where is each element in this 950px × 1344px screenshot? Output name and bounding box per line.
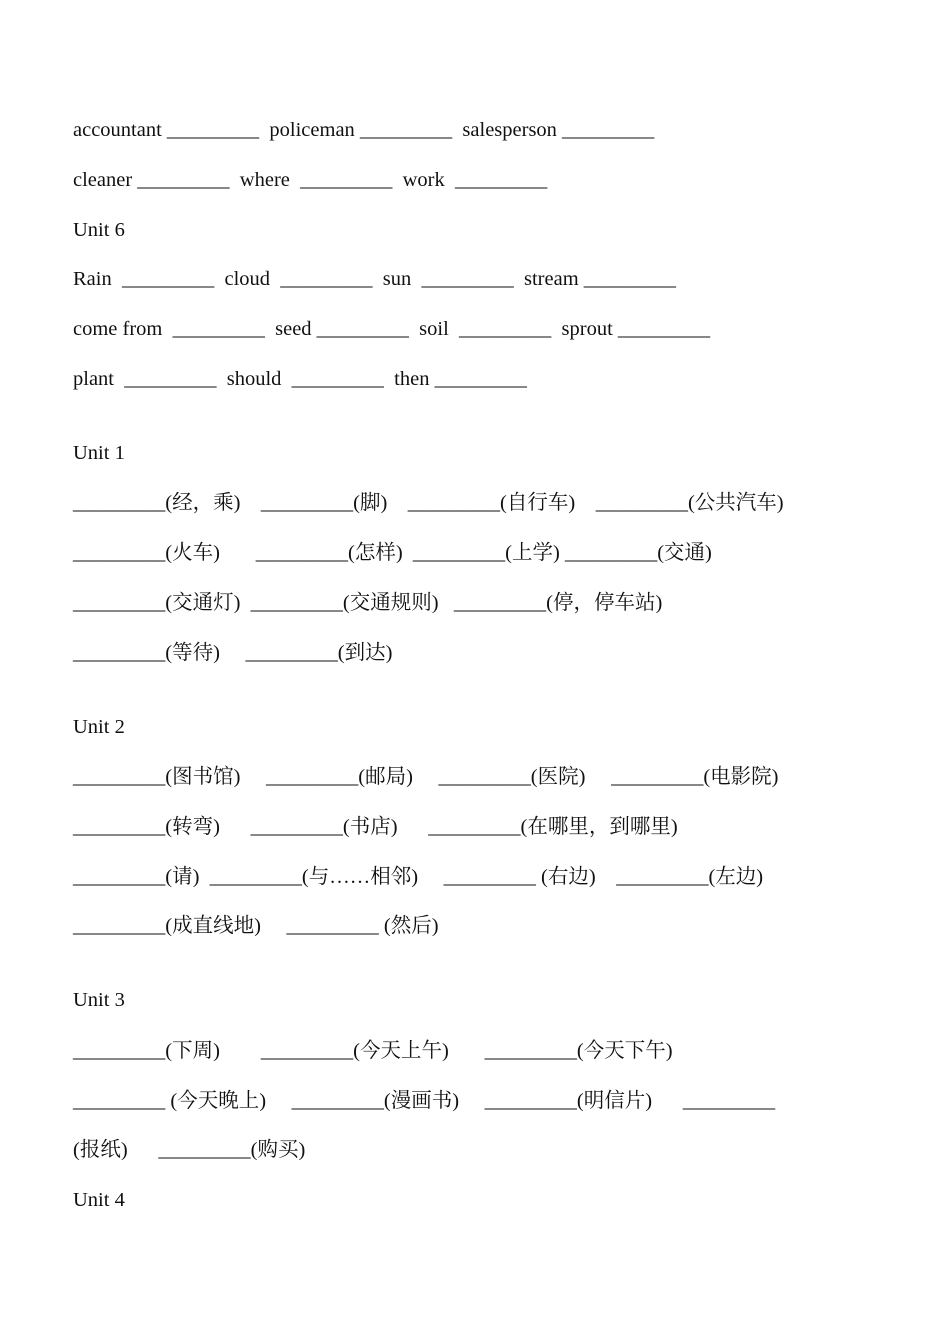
vocab-line-time: _________(下周) _________(今天上午) _________(今天下午) bbox=[73, 1040, 673, 1062]
vocab-line-directions: _________(请) _________(与……相邻) _________ (右边) _________(左边) bbox=[73, 866, 764, 888]
vocab-line-train: _________(火车) _________(怎样) _________(上学) _________(交通) bbox=[73, 542, 712, 564]
vocab-line-places: _________(图书馆) _________(邮局) _________(医院) _________(电影院) bbox=[73, 766, 779, 788]
vocab-line-jobs: accountant _________ policeman _________ salesperson _________ bbox=[73, 119, 655, 141]
vocab-line-plant: plant _________ should _________ then _________ bbox=[73, 368, 527, 390]
vocab-line-evening: _________ (今天晚上) _________(漫画书) _________(明信片) _________ bbox=[73, 1090, 776, 1112]
unit-heading: Unit 1 bbox=[73, 442, 125, 464]
vocab-line-newspaper: (报纸) _________(购买) bbox=[73, 1139, 306, 1161]
unit-heading: Unit 2 bbox=[73, 716, 125, 738]
unit-heading: Unit 3 bbox=[73, 989, 125, 1011]
unit-heading: Unit 4 bbox=[73, 1189, 125, 1211]
unit-heading: Unit 6 bbox=[73, 219, 125, 241]
vocab-line-cleaner: cleaner _________ where _________ work _________ bbox=[73, 169, 548, 191]
vocab-line-traffic: _________(交通灯) _________(交通规则) _________(停，停车站) bbox=[73, 592, 663, 614]
vocab-line-come-from: come from _________ seed _________ soil _________ sprout _________ bbox=[73, 318, 711, 340]
vocab-line-rain: Rain _________ cloud _________ sun _________ stream _________ bbox=[73, 268, 677, 290]
vocab-line-wait: _________(等待) _________(到达) bbox=[73, 642, 393, 664]
vocab-line-transport: _________(经，乘) _________(脚) _________(自行车) _________(公共汽车) bbox=[73, 492, 784, 514]
vocab-line-straight: _________(成直线地) _________ (然后) bbox=[73, 915, 439, 937]
vocab-line-turn: _________(转弯) _________(书店) _________(在哪里，到哪里) bbox=[73, 816, 678, 838]
